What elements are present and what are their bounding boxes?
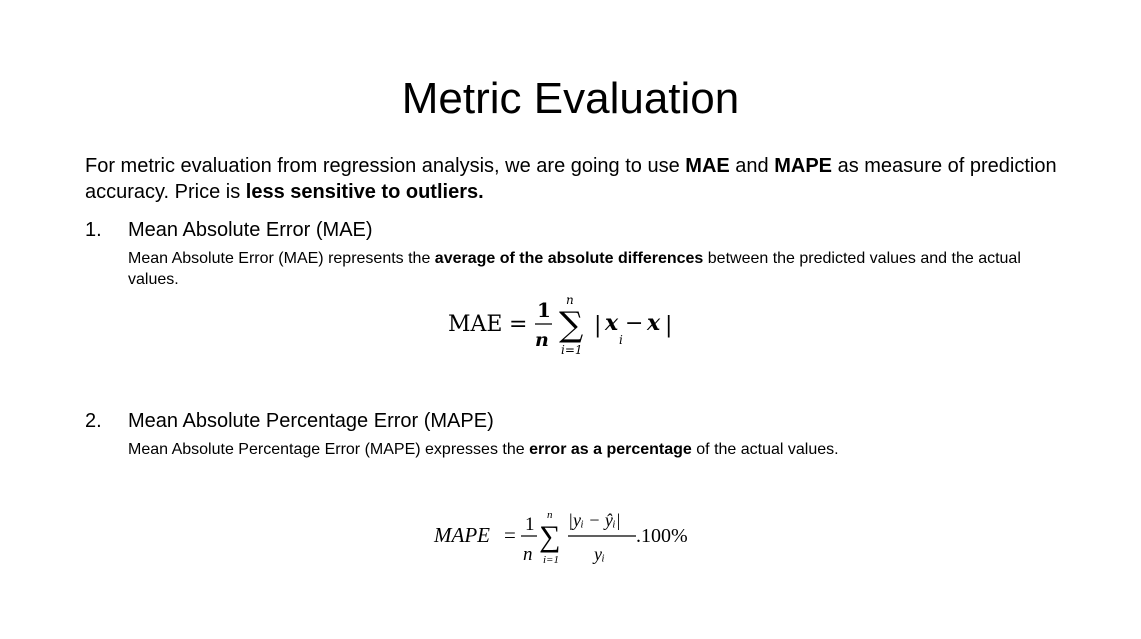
mae-formula-abs-close: |	[665, 313, 673, 338]
mae-formula-equals: =	[509, 312, 528, 337]
mape-formula-frac-denominator: yᵢ	[594, 544, 605, 564]
mape-desc-bold: error as a percentage	[529, 441, 692, 458]
mae-formula-sum-upper: n	[566, 293, 574, 307]
mae-formula-lhs: MAE	[448, 312, 503, 337]
list-item-mae-heading	[85, 217, 373, 243]
mape-desc-text-1: Mean Absolute Percentage Error (MAPE) expresses the	[128, 441, 530, 458]
mae-formula-denominator: n	[535, 329, 549, 351]
mape-formula-sum-lower: i=1	[543, 554, 559, 566]
mae-desc-bold: average of the absolute differences	[434, 250, 704, 267]
intro-text-2: and	[729, 155, 775, 177]
list-item-mape-heading	[85, 408, 494, 434]
mape-formula-numerator: 1	[525, 514, 535, 535]
mae-formula-minus: −	[625, 311, 644, 336]
mae-desc-text-2: between the predicted values and the actual values.	[128, 250, 1021, 288]
mae-formula-numerator: 1	[537, 298, 551, 322]
intro-paragraph	[85, 153, 1075, 205]
mae-desc-text-1: Mean Absolute Error (MAE) represents the	[128, 250, 435, 267]
intro-bold-mape: MAPE	[774, 155, 833, 177]
mae-formula-sum-lower: i=1	[561, 343, 583, 357]
mae-heading: Mean Absolute Error (MAE)	[128, 219, 373, 241]
mape-formula-tail: .100%	[636, 525, 688, 547]
mape-formula-sum-upper: n	[547, 509, 553, 521]
intro-text-3: as measure of prediction accuracy. Price is	[85, 155, 1057, 203]
mape-formula-lhs: MAPE	[434, 523, 490, 547]
mape-formula-frac-numerator: |yᵢ − ŷᵢ|	[568, 510, 621, 530]
mae-formula-abs-open: |	[594, 313, 602, 338]
list-number-2: 2.	[85, 410, 102, 432]
mape-formula-sigma: ∑	[539, 520, 561, 553]
mae-formula-sigma: ∑	[559, 305, 584, 345]
mape-formula	[430, 502, 710, 574]
mape-formula-denominator: n	[523, 544, 533, 565]
slide-title: Metric Evaluation	[401, 74, 740, 123]
mae-formula-x2: x	[647, 310, 661, 336]
mae-formula-subscript: i	[619, 333, 623, 347]
intro-bold-mae: MAE	[685, 155, 730, 177]
mae-formula	[440, 292, 690, 364]
list-number-1: 1.	[85, 219, 102, 241]
mape-formula-equals: =	[504, 523, 516, 547]
mape-description	[128, 439, 1073, 460]
mape-heading: Mean Absolute Percentage Error (MAPE)	[128, 410, 494, 432]
mape-desc-text-2: of the actual values.	[691, 441, 839, 458]
intro-text-1: For metric evaluation from regression analysis, we are going to use	[85, 155, 686, 177]
mae-description	[128, 248, 1073, 290]
intro-bold-outliers: less sensitive to outliers.	[245, 181, 484, 203]
mae-formula-x1: x	[605, 310, 619, 336]
